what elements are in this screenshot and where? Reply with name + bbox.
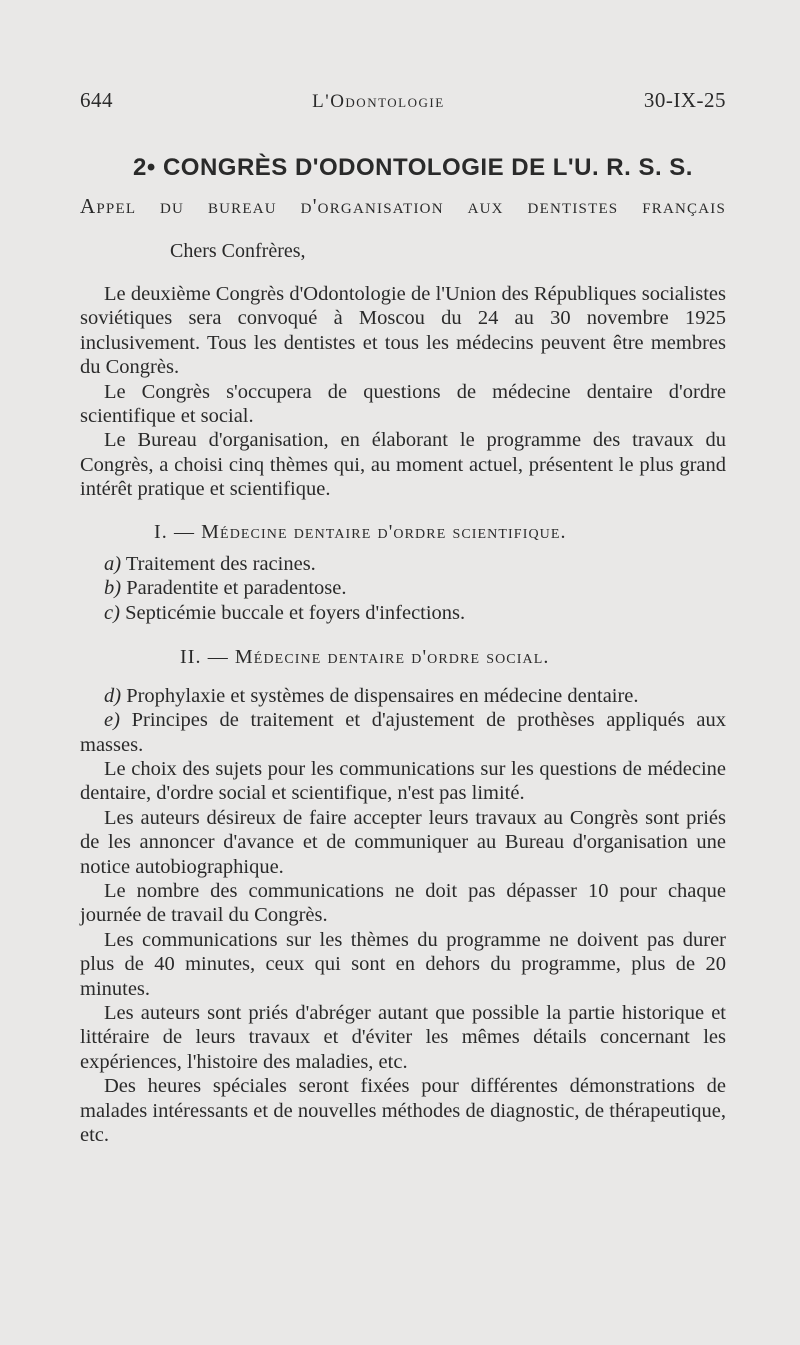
section-heading-scientific: I. — Médecine dentaire d'ordre scientifique. [154, 520, 567, 543]
running-header [80, 88, 726, 128]
list-item-letter: d) [104, 684, 122, 707]
list-item [80, 601, 726, 625]
salutation: Chers Confrères, [170, 240, 306, 262]
list-item-text: Prophylaxie et systèmes de dispensaires en médecine dentaire. [126, 684, 639, 707]
list-item [80, 576, 726, 600]
list-item-text: Septicémie buccale et foyers d'infections. [125, 601, 466, 624]
paragraph: Des heures spéciales seront fixées pour différentes démonstrations de malades intéressants et de nouvelles méthodes de diagnostic, de thérapeutique, etc. [80, 1075, 726, 1146]
list-item-text: Paradentite et paradentose. [126, 577, 347, 600]
article-subtitle: Appel du bureau d'organisation aux dentistes français [80, 194, 726, 218]
list-item [80, 552, 726, 576]
list-item-letter: a) [104, 553, 122, 576]
list-item-letter: c) [104, 601, 120, 624]
journal-page [80, 88, 726, 1147]
list-item [80, 708, 726, 757]
issue-date: 30-IX-25 [643, 88, 726, 112]
paragraph: Les auteurs sont priés d'abréger autant que possible la partie historique et littéraire de leurs travaux et d'éviter les mêmes détails concernant les expériences, l'histoire des maladies, etc. [80, 1001, 726, 1073]
list-scientific [80, 552, 726, 625]
paragraph: Le Bureau d'organisation, en élaborant le programme des travaux du Congrès, a choisi cinq thèmes qui, au moment actuel, présentent le plus grand intérêt pratique et scientifique. [80, 429, 726, 501]
list-item [80, 684, 726, 708]
list-item-letter: b) [104, 577, 122, 600]
article-body [80, 282, 726, 1147]
paragraph: Le nombre des communications ne doit pas dépasser 10 pour chaque journée de travail du Congrès. [80, 879, 726, 927]
article-title: 2• CONGRÈS D'ODONTOLOGIE DE L'U. R. S. S. [133, 154, 693, 181]
paragraph: Le choix des sujets pour les communications sur les questions de médecine dentaire, d'ordre social et scientifique, n'est pas limité. [80, 757, 726, 805]
paragraph: Les auteurs désireux de faire accepter leurs travaux au Congrès sont priés de les annoncer d'avance et de communiquer au Bureau d'organisation une notice autobiographique. [80, 806, 726, 878]
paragraph: Le Congrès s'occupera de questions de médecine dentaire d'ordre scientifique et social. [80, 380, 726, 428]
journal-title: L'Odontologie [312, 91, 445, 112]
section-heading-social: II. — Médecine dentaire d'ordre social. [180, 646, 550, 669]
paragraph: Le deuxième Congrès d'Odontologie de l'Union des Républiques socialistes soviétiques sera convoqué à Moscou du 24 au 30 novembre 1925 inclusivement. Tous les dentistes et tous les médecins peuvent être membres du Congrès. [80, 283, 726, 379]
list-item-text: Traitement des racines. [125, 553, 316, 576]
list-social [80, 684, 726, 757]
list-item-text: Principes de traitement et d'ajustement de prothèses appliqués aux masses. [80, 709, 727, 756]
list-item-letter: e) [104, 709, 120, 732]
paragraph: Les communications sur les thèmes du programme ne doivent pas durer plus de 40 minutes, ceux qui sont en dehors du programme, plus de 20 minutes. [80, 928, 726, 1000]
page-number: 644 [80, 88, 113, 112]
